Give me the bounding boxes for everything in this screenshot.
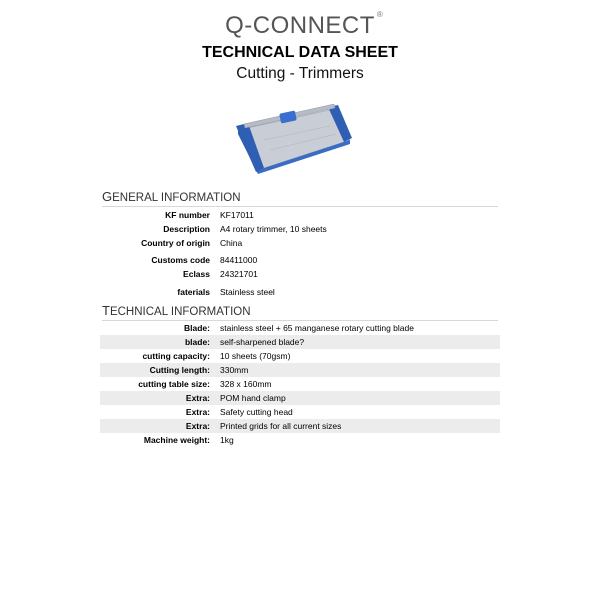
general-information-table (100, 208, 500, 299)
table-row: cutting capacity: 10 sheets (70gsm) (142, 351, 291, 361)
general-row-country-of-origin: Country of origin China (141, 238, 243, 248)
table-row: blade: self-sharpened blade? (100, 335, 500, 349)
table-row: Cutting length: 330mm (100, 363, 500, 377)
general-row-customs-code: Customs code 84411000 (151, 255, 258, 265)
general-row-description: Description A4 rotary trimmer, 10 sheets (163, 224, 327, 234)
general-information-heading: GENERAL INFORMATION (102, 189, 498, 207)
table-row: Extra: Safety cutting head (185, 407, 293, 417)
general-row-eclass: Eclass 24321701 (183, 269, 258, 279)
table-row: cutting table size: 328 x 160mm (138, 379, 272, 389)
table-row: Extra: Printed grids for all current sizes (100, 419, 500, 433)
brand-name: Q-CONNECT (225, 12, 375, 39)
table-row: Extra: POM hand clamp (100, 391, 500, 405)
table-row: Blade: stainless steel + 65 manganese rotary cutting blade (184, 323, 414, 333)
technical-information-table (100, 321, 500, 447)
page-subtitle: Cutting - Trimmers (236, 65, 364, 82)
product-image (234, 100, 352, 176)
technical-information-heading: TECHNICAL INFORMATION (102, 303, 498, 321)
registered-mark: ® (376, 10, 384, 19)
general-row-materials: faterials Stainless steel (177, 287, 275, 297)
general-row-kf-number: KF number KF17011 (165, 210, 254, 220)
table-row: Machine weight: 1kg (143, 435, 234, 445)
brand-logo (0, 12, 600, 40)
page-title: TECHNICAL DATA SHEET (202, 44, 398, 61)
